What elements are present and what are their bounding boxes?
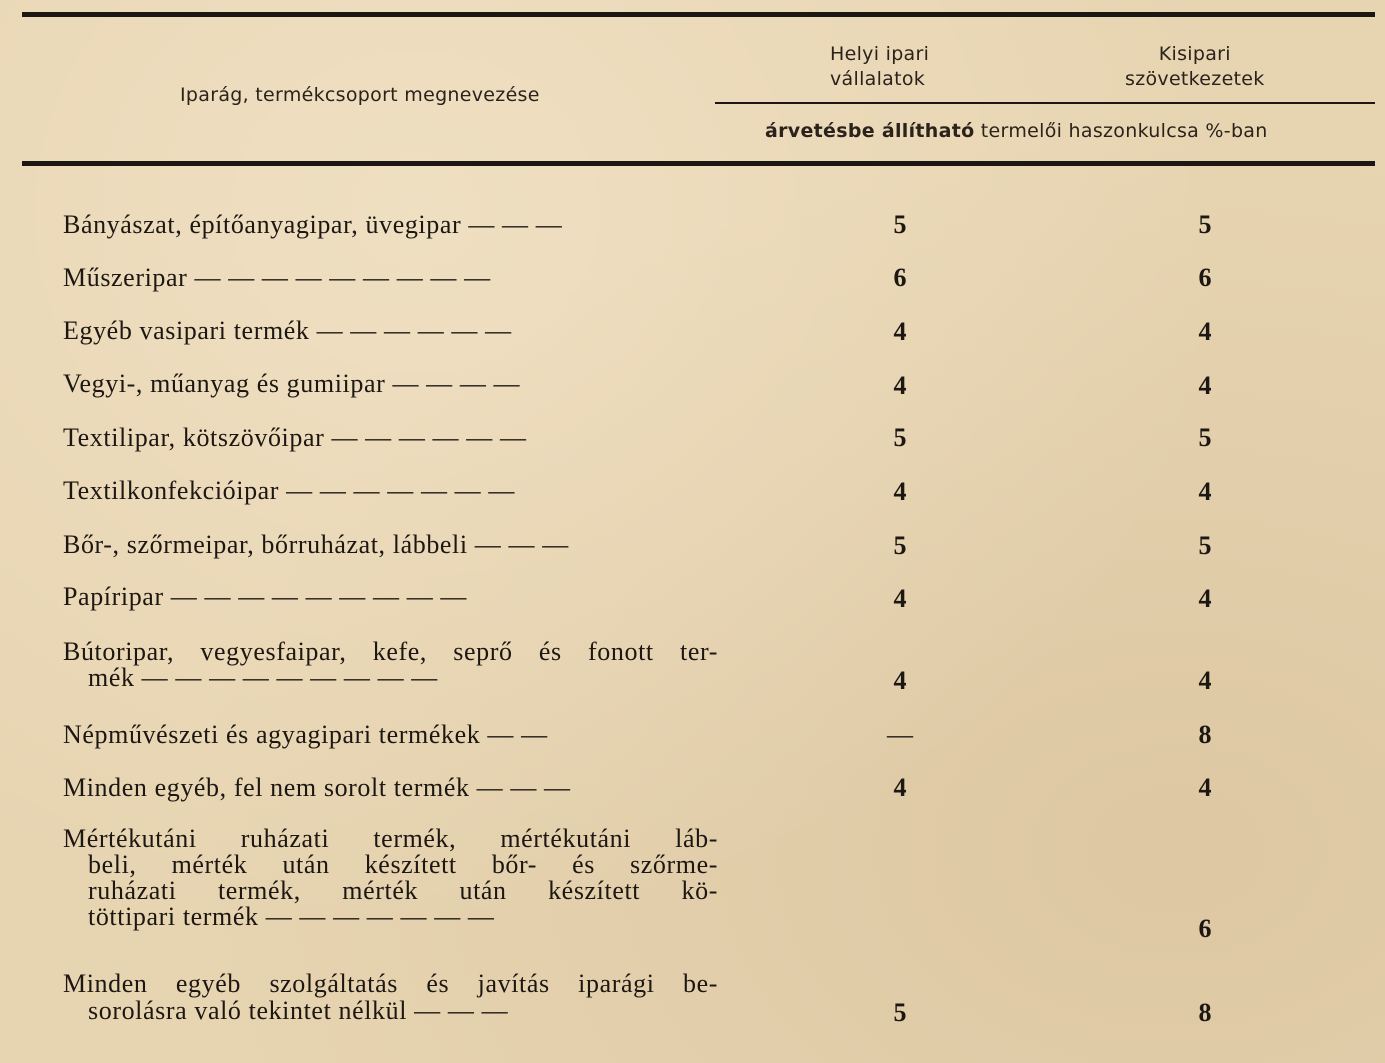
row-label: Textilkonfekcióipar — — — — — — — bbox=[63, 476, 515, 505]
helyi-value: 4 bbox=[893, 773, 907, 802]
row-label-line1: Bútoripar, vegyesfaipar, kefe, seprő és fonott ter- bbox=[63, 637, 718, 666]
helyi-value: 4 bbox=[893, 584, 907, 613]
kisipari-value: 4 bbox=[1198, 477, 1212, 506]
column-header-rule bbox=[715, 102, 1375, 104]
helyi-value: 5 bbox=[893, 998, 907, 1027]
col-helyi-header bbox=[830, 42, 929, 92]
table-row bbox=[63, 369, 718, 398]
row-label: Vegyi-, műanyag és gumiipar — — — — bbox=[63, 369, 521, 398]
helyi-value: 5 bbox=[893, 210, 907, 239]
row-label-line1: Minden egyéb szolgáltatás és javítás iparági be- bbox=[63, 969, 718, 998]
table-row bbox=[63, 773, 718, 802]
col-helyi-header-line1: Helyi ipari bbox=[830, 43, 930, 65]
helyi-value: 4 bbox=[893, 371, 907, 400]
table-row bbox=[63, 639, 718, 691]
helyi-value: 6 bbox=[893, 263, 907, 292]
table-row bbox=[63, 970, 718, 1024]
kisipari-value: 5 bbox=[1198, 423, 1212, 452]
top-rule bbox=[22, 12, 1375, 17]
col-kisipari-header-line1: Kisipari bbox=[1158, 43, 1231, 65]
row-label-line2: mék — — — — — — — — — bbox=[88, 663, 438, 692]
kisipari-value: 4 bbox=[1198, 666, 1212, 695]
row-label-line3: ruházati termék, mérték után készített kö- bbox=[88, 876, 718, 905]
kisipari-value: 4 bbox=[1198, 584, 1212, 613]
unit-subheader-rest: termelői haszonkulcsa %-ban bbox=[974, 120, 1268, 142]
kisipari-value: 8 bbox=[1198, 998, 1212, 1027]
table-row bbox=[63, 263, 718, 292]
table-row bbox=[63, 423, 718, 452]
row-label: Műszeripar — — — — — — — — — bbox=[63, 263, 491, 292]
table-row bbox=[63, 210, 718, 239]
row-label-line2: beli, mérték után készített bőr- és szőrme- bbox=[88, 850, 718, 879]
kisipari-value: 5 bbox=[1198, 210, 1212, 239]
helyi-value: 4 bbox=[893, 477, 907, 506]
table-row bbox=[63, 826, 718, 930]
kisipari-value: 4 bbox=[1198, 317, 1212, 346]
table-row bbox=[63, 316, 718, 345]
helyi-value: — bbox=[887, 720, 913, 749]
row-label: Minden egyéb, fel nem sorolt termék — — — bbox=[63, 773, 571, 802]
col-kisipari-header bbox=[1125, 42, 1265, 92]
row-label-line1: Mértékutáni ruházati termék, mértékutáni láb- bbox=[63, 824, 718, 853]
table-row bbox=[63, 476, 718, 505]
kisipari-value: 4 bbox=[1198, 773, 1212, 802]
row-label: Papíripar — — — — — — — — — bbox=[63, 582, 468, 611]
kisipari-value: 8 bbox=[1198, 720, 1212, 749]
helyi-value: 5 bbox=[893, 531, 907, 560]
table-row bbox=[63, 582, 718, 611]
helyi-value: 5 bbox=[893, 423, 907, 452]
kisipari-value: 4 bbox=[1198, 371, 1212, 400]
kisipari-value: 6 bbox=[1198, 263, 1212, 292]
col-kisipari-header-line2: szövetkezetek bbox=[1125, 68, 1265, 90]
unit-subheader-bold: árvetésbe állítható bbox=[765, 120, 975, 142]
row-label: Textilipar, kötszövőipar — — — — — — bbox=[63, 423, 527, 452]
header-bottom-rule bbox=[22, 161, 1375, 166]
unit-subheader bbox=[765, 120, 1268, 142]
helyi-value: 4 bbox=[893, 317, 907, 346]
row-label: Bányászat, építőanyagipar, üvegipar — — — bbox=[63, 210, 563, 239]
row-label: Egyéb vasipari termék — — — — — — bbox=[63, 316, 512, 345]
table-row bbox=[63, 720, 718, 749]
row-label: Bőr-, szőrmeipar, bőrruházat, lábbeli — — — bbox=[63, 530, 569, 559]
row-label-line4: töttipari termék — — — — — — — bbox=[88, 902, 495, 931]
row-label-header: Iparág, termékcsoport megnevezése bbox=[180, 84, 540, 106]
kisipari-value: 5 bbox=[1198, 531, 1212, 560]
row-label-line2: sorolásra való tekintet nélkül — — — bbox=[88, 996, 509, 1025]
table-row bbox=[63, 530, 718, 559]
helyi-value: 4 bbox=[893, 666, 907, 695]
kisipari-value: 6 bbox=[1198, 914, 1212, 943]
col-helyi-header-line2: vállalatok bbox=[830, 68, 926, 90]
row-label: Népművészeti és agyagipari termékek — — bbox=[63, 720, 548, 749]
